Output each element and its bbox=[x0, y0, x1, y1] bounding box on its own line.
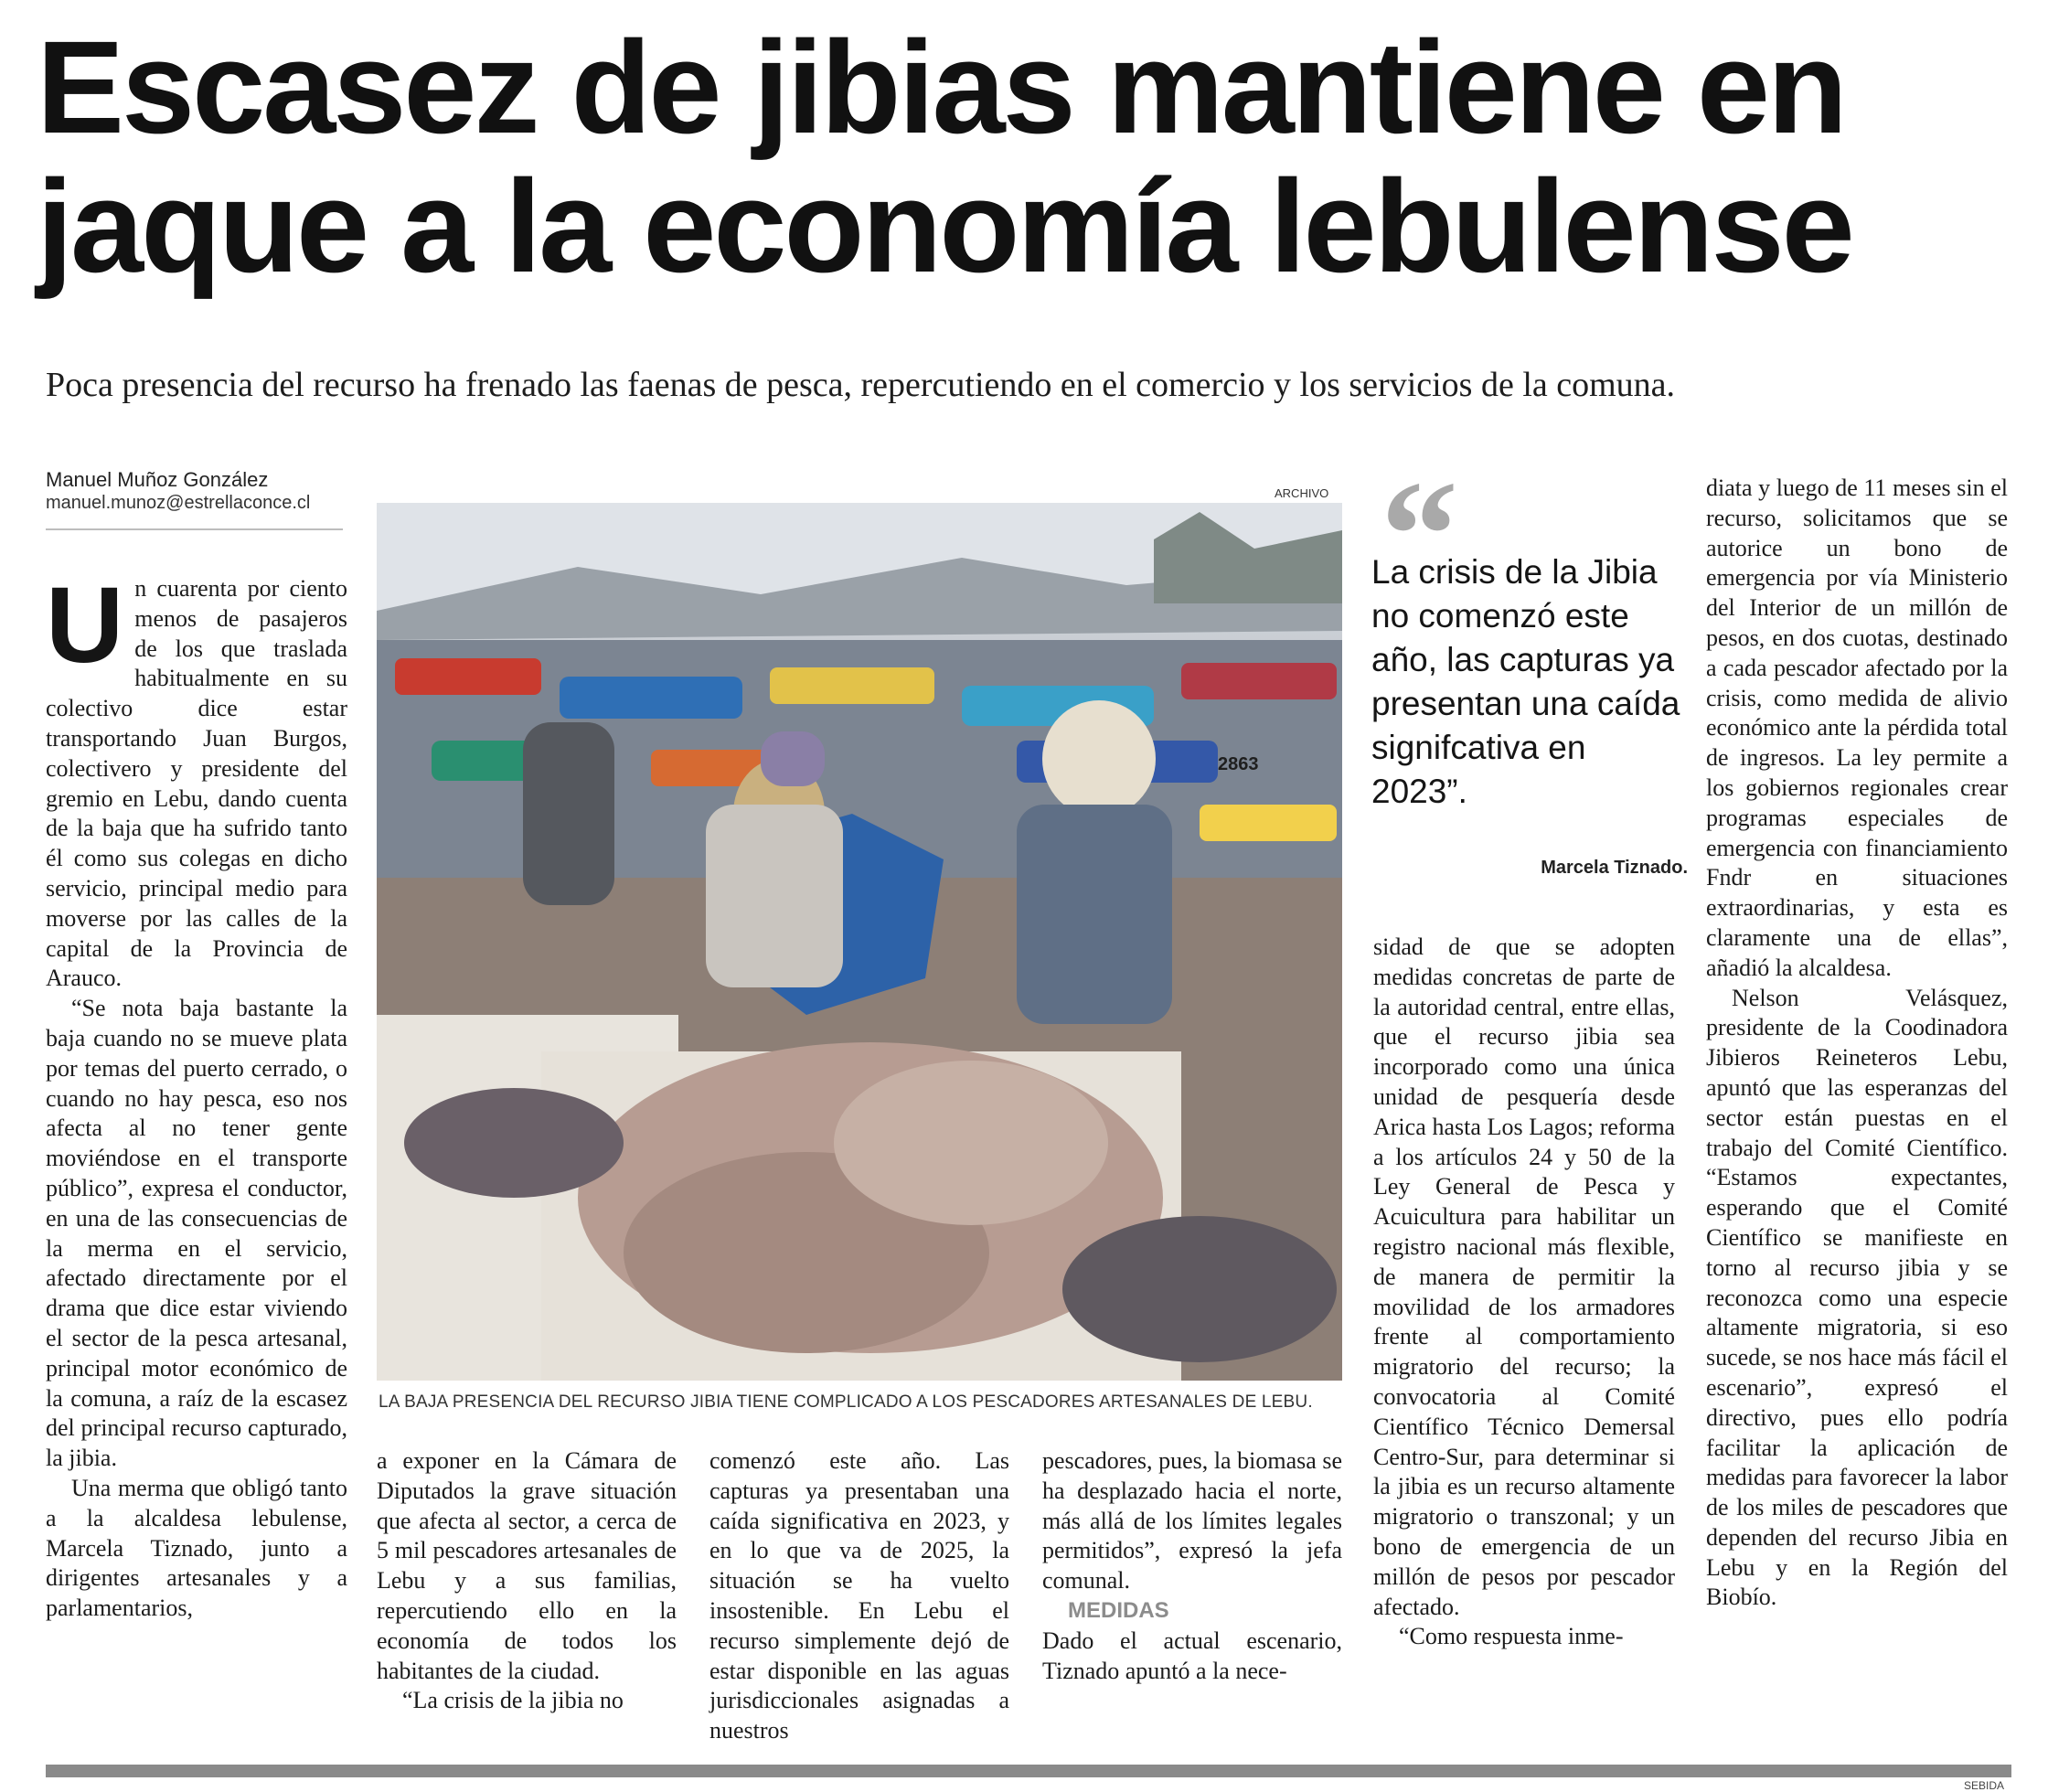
fishing-dock-illustration bbox=[377, 503, 1342, 1381]
text-column-1 bbox=[46, 565, 347, 1624]
photo-credit: ARCHIVO bbox=[1275, 486, 1329, 500]
byline-email[interactable]: manuel.munoz@estrellaconce.cl bbox=[46, 493, 311, 513]
boat-number: 2863 bbox=[1218, 754, 1259, 774]
byline-divider bbox=[46, 528, 343, 530]
article-photo bbox=[377, 503, 1342, 1381]
byline-author: Manuel Muñoz González bbox=[46, 468, 269, 491]
pull-quote bbox=[1371, 449, 1688, 887]
paragraph: “Se nota baja bastante la baja cuando no se mueve plata por temas del puerto cerrado, o cuando no hay pesca, eso nos afecta al no tener gente moviéndose en el transporte público”, expresa el conductor, en una de las consecuencias de la merma en el servicio, afectado directamente por el drama que dice estar viviendo el sector de la pesca artesanal, principal motor económico de la comuna, a raíz de la escasez del principal recurso capturado, la jibia. bbox=[46, 995, 347, 1472]
paragraph: Dado el actual escenario, Tiznado apuntó a la nece- bbox=[1042, 1627, 1342, 1684]
paragraph: sidad de que se adopten medidas concretas de parte de la autoridad central, entre ellas, que el recurso jibia sea incorporado como una única unidad de pesquería desde Arica hasta Los Lagos; reforma a los artículos 24 y 50 de la Ley General de Pesca y Acuicultura para habilitar un registro nacional más flexible, de manera de permitir la movilidad de los armadores frente al comportamiento migratorio del recurso; la convocatoria al Comité Científico Técnico Demersal Centro-Sur, para determinar si la jibia es un recurso altamente migratorio o transzonal; y un bono de emergencia de un millón de pesos por pescador afectado. bbox=[1373, 933, 1675, 1620]
headline: Escasez de jibias mantiene en jaque a la economía lebulense bbox=[37, 14, 1852, 300]
photo-caption: LA BAJA PRESENCIA DEL RECURSO JIBIA TIENE COMPLICADO A LOS PESCADORES ARTESANALES DE LEBU. bbox=[379, 1392, 1313, 1412]
paragraph: “La crisis de la jibia no bbox=[402, 1687, 624, 1714]
bottom-rule bbox=[46, 1765, 2011, 1777]
dropcap: U bbox=[46, 565, 124, 686]
byline bbox=[46, 468, 347, 514]
pull-quote-text: La crisis de la Jibia no comenzó este año, las capturas ya presentan una caída signifcativa en 2023”. bbox=[1371, 553, 1680, 810]
paragraph: pescadores, pues, la biomasa se ha desplazado hacia el norte, más allá de los límites legales permitidos”, expresó la jefa comunal. bbox=[1042, 1447, 1342, 1595]
text-column-6 bbox=[1706, 474, 2008, 1613]
text-column-5 bbox=[1373, 933, 1675, 1652]
text-column-3 bbox=[709, 1446, 1009, 1746]
text-column-2 bbox=[377, 1446, 677, 1716]
text-column-4 bbox=[1042, 1446, 1342, 1686]
paragraph: diata y luego de 11 meses sin el recurso, solicitamos que se autorice un bono de emergencia por vía Ministerio del Interior de un millón de pesos, en dos cuotas, destinado a cada pescador afectado por la crisis, como medida de alivio económico ante la pérdida total de ingresos. La ley permite a los gobiernos regionales crear programas especiales de emergencia con financiamiento Fndr en situaciones extraordinarias, y esta es claramente una de ellas”, añadió la alcaldesa. bbox=[1706, 475, 2008, 981]
deck-subtitle: Poca presencia del recurso ha frenado las faenas de pesca, repercutiendo en el comercio y los servicios de la comuna. bbox=[46, 366, 1676, 404]
section-subhead: MEDIDAS bbox=[1068, 1597, 1169, 1623]
quote-mark-icon: “ bbox=[1381, 449, 1458, 621]
footer-tag: SEBIDA bbox=[1963, 1779, 2004, 1792]
paragraph: a exponer en la Cámara de Diputados la grave situación que afecta al sector, a cerca de 5 mil pescadores artesanales de Lebu y a sus familias, repercutiendo ello en la economía de todos los habitantes de la ciudad. bbox=[377, 1447, 677, 1684]
paragraph: Un cuarenta por ciento menos de pasajeros de los que traslada habitualmente en su colectivo dice estar transportando Juan Burgos, colectivero y presidente del gremio en Lebu, dando cuenta de la baja que ha sufrido tanto él como sus colegas en dicho servicio, principal medio para moverse por las calles de la capital de la Provincia de Arauco. bbox=[46, 565, 347, 992]
paragraph: Una merma que obligó tanto a la alcaldesa lebulense, Marcela Tiznado, junto a dirigentes artesanales y a parlamentarios, bbox=[46, 1474, 347, 1622]
paragraph: “Como respuesta inme- bbox=[1399, 1623, 1624, 1650]
pull-quote-author: Marcela Tiznado. bbox=[1541, 858, 1688, 878]
paragraph: comenzó este año. Las capturas ya presentaban una caída significativa en 2023, y en lo que va de 2025, la situación se ha vuelto insostenible. En Lebu el recurso simplemente dejó de estar disponible en las aguas jurisdiccionales asignadas a nuestros bbox=[709, 1447, 1009, 1744]
paragraph: Nelson Velásquez, presidente de la Coodinadora Jibieros Reineteros Lebu, apuntó que las esperanzas del sector están puestas en el trabajo del Comité Científico. “Estamos expectantes, esperando que el Comité Científico se manifieste en torno al recurso jibia y se reconozca como una especie altamente migratoria, si eso sucede, se nos hace más fácil el escenario”, expresó el directivo, pues ello podría facilitar la aplicación de medidas para favorecer la labor de los miles de pescadores que dependen del recurso Jibia en Lebu y en la Región del Biobío. bbox=[1706, 984, 2008, 1611]
